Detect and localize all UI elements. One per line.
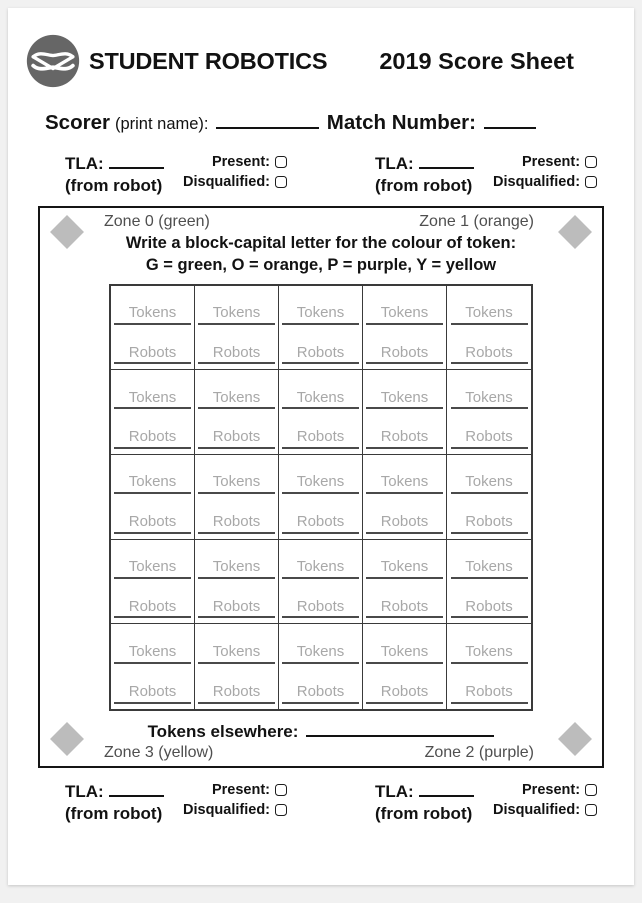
tokens-field[interactable]: Tokens <box>366 304 443 325</box>
disqualified-label: Disqualified: <box>493 174 581 190</box>
grid-cell-r2c3 <box>279 370 363 455</box>
arena-box <box>38 206 604 768</box>
tokens-field[interactable]: Tokens <box>451 389 528 410</box>
tla-main <box>65 780 167 824</box>
disqualified-label: Disqualified: <box>183 802 271 818</box>
tokens-field[interactable]: Tokens <box>114 643 191 664</box>
grid-cell-r2c4 <box>363 370 447 455</box>
present-checkbox[interactable] <box>585 156 597 168</box>
robots-field[interactable]: Robots <box>114 513 191 534</box>
robots-field[interactable]: Robots <box>114 344 191 365</box>
present-label: Present: <box>211 154 271 170</box>
disqualified-label: Disqualified: <box>183 174 271 190</box>
grid-cell-r5c2 <box>195 624 279 709</box>
robots-field[interactable]: Robots <box>282 344 359 365</box>
robots-field[interactable]: Robots <box>282 513 359 534</box>
grid-cell-r1c4 <box>363 286 447 371</box>
disqualified-checkbox[interactable] <box>585 804 597 816</box>
tokens-field[interactable]: Tokens <box>366 389 443 410</box>
present-checkbox[interactable] <box>275 156 287 168</box>
tokens-field[interactable]: Tokens <box>451 643 528 664</box>
tokens-elsewhere-field[interactable] <box>306 720 494 737</box>
present-label: Present: <box>522 154 581 170</box>
from-robot-label: (from robot) <box>375 176 473 195</box>
zone-1-label: Zone 1 (orange) <box>419 213 534 230</box>
tla-field[interactable] <box>419 152 474 169</box>
disqualified-checkbox[interactable] <box>275 804 287 816</box>
match-number-field[interactable] <box>484 113 536 129</box>
scorer-print-name-label: (print name): <box>114 115 209 133</box>
grid-cell-r5c3 <box>279 624 363 709</box>
tla-label: TLA: <box>65 782 104 801</box>
present-checkbox[interactable] <box>275 784 287 796</box>
grid-cell-r5c5 <box>447 624 531 709</box>
tla-block-top-right <box>375 152 597 196</box>
present-checkbox[interactable] <box>585 784 597 796</box>
robots-field[interactable]: Robots <box>282 428 359 449</box>
robots-field[interactable]: Robots <box>366 598 443 619</box>
tla-field[interactable] <box>109 152 164 169</box>
grid-cell-r3c5 <box>447 455 531 540</box>
from-robot-label: (from robot) <box>65 176 163 195</box>
tla-field[interactable] <box>109 780 164 797</box>
grid-cell-r3c2 <box>195 455 279 540</box>
robots-field[interactable]: Robots <box>451 598 528 619</box>
robots-field[interactable]: Robots <box>451 344 528 365</box>
tla-row-top <box>8 152 634 196</box>
grid-cell-r4c2 <box>195 540 279 625</box>
zone-row-top <box>40 213 602 231</box>
scorer-name-field[interactable] <box>216 113 319 129</box>
tla-block-bottom-left <box>65 780 287 824</box>
instruction-line-1: Write a block-capital letter for the colour of token: <box>125 234 517 252</box>
robots-field[interactable]: Robots <box>451 683 528 704</box>
presence-block <box>493 152 597 192</box>
presence-block <box>493 780 597 820</box>
zone-3-label: Zone 3 (yellow) <box>104 743 214 761</box>
disqualified-checkbox[interactable] <box>275 176 287 188</box>
robots-field[interactable]: Robots <box>114 683 191 704</box>
sheet-title: 2019 Score Sheet <box>379 47 574 74</box>
robots-field[interactable]: Robots <box>198 683 275 704</box>
tla-main <box>375 152 477 196</box>
tla-row-bottom <box>8 780 634 824</box>
grid-cell-r1c1 <box>111 286 195 371</box>
grid-cell-r1c5 <box>447 286 531 371</box>
robots-field[interactable]: Robots <box>366 513 443 534</box>
grid-cell-r1c2 <box>195 286 279 371</box>
grid-cell-r5c1 <box>111 624 195 709</box>
tokens-field[interactable]: Tokens <box>366 643 443 664</box>
brand-name: STUDENT ROBOTICS <box>89 47 328 74</box>
tla-main <box>375 780 477 824</box>
grid-cell-r3c3 <box>279 455 363 540</box>
robots-field[interactable]: Robots <box>366 683 443 704</box>
zone-2-label: Zone 2 (purple) <box>424 743 534 761</box>
scorer-row <box>45 111 536 135</box>
tokens-field[interactable]: Tokens <box>114 558 191 579</box>
tokens-elsewhere-label: Tokens elsewhere: <box>147 721 299 741</box>
tla-field[interactable] <box>419 780 474 797</box>
tokens-field[interactable]: Tokens <box>282 643 359 664</box>
tokens-elsewhere-row <box>40 720 602 742</box>
robots-field[interactable]: Robots <box>198 598 275 619</box>
tokens-field[interactable]: Tokens <box>114 473 191 494</box>
grid-cell-r2c1 <box>111 370 195 455</box>
grid-cell-r4c4 <box>363 540 447 625</box>
robots-field[interactable]: Robots <box>198 513 275 534</box>
tokens-field[interactable]: Tokens <box>198 389 275 410</box>
tokens-field[interactable]: Tokens <box>198 473 275 494</box>
token-instructions <box>40 233 602 277</box>
tla-label: TLA: <box>65 154 104 173</box>
robots-field[interactable]: Robots <box>198 344 275 365</box>
grid-cell-r3c4 <box>363 455 447 540</box>
tokens-field[interactable]: Tokens <box>451 558 528 579</box>
token-grid <box>109 284 533 711</box>
scorer-label: Scorer <box>45 111 110 134</box>
robots-field[interactable]: Robots <box>366 428 443 449</box>
tokens-field[interactable]: Tokens <box>198 304 275 325</box>
from-robot-label: (from robot) <box>375 804 473 823</box>
robots-field[interactable]: Robots <box>114 598 191 619</box>
grid-cell-r5c4 <box>363 624 447 709</box>
score-sheet-page <box>8 8 634 885</box>
zone-row-bottom <box>40 744 602 762</box>
instruction-line-2: G = green, O = orange, P = purple, Y = yellow <box>145 255 497 274</box>
tla-main <box>65 152 167 196</box>
tla-label: TLA: <box>375 154 414 173</box>
zone-0-label: Zone 0 (green) <box>104 213 210 230</box>
tokens-field[interactable]: Tokens <box>451 304 528 325</box>
tokens-field[interactable]: Tokens <box>451 473 528 494</box>
student-robotics-logo-icon <box>26 34 80 88</box>
grid-cell-r2c2 <box>195 370 279 455</box>
header <box>8 8 634 88</box>
robots-field[interactable]: Robots <box>282 683 359 704</box>
present-label: Present: <box>522 782 581 798</box>
robots-field[interactable]: Robots <box>366 344 443 365</box>
grid-cell-r2c5 <box>447 370 531 455</box>
robots-field[interactable]: Robots <box>198 428 275 449</box>
disqualified-checkbox[interactable] <box>585 176 597 188</box>
tokens-field[interactable]: Tokens <box>282 304 359 325</box>
grid-cell-r4c1 <box>111 540 195 625</box>
tokens-field[interactable]: Tokens <box>282 389 359 410</box>
robots-field[interactable]: Robots <box>114 428 191 449</box>
robots-field[interactable]: Robots <box>451 428 528 449</box>
robots-field[interactable]: Robots <box>451 513 528 534</box>
tokens-field[interactable]: Tokens <box>114 304 191 325</box>
grid-cell-r1c3 <box>279 286 363 371</box>
disqualified-label: Disqualified: <box>493 802 581 818</box>
grid-cell-r4c5 <box>447 540 531 625</box>
tokens-field[interactable]: Tokens <box>366 558 443 579</box>
match-number-label: Match Number: <box>326 111 476 134</box>
tokens-field[interactable]: Tokens <box>198 558 275 579</box>
grid-cell-r3c1 <box>111 455 195 540</box>
tla-block-top-left <box>65 152 287 196</box>
tokens-field[interactable]: Tokens <box>198 643 275 664</box>
tokens-field[interactable]: Tokens <box>366 473 443 494</box>
present-label: Present: <box>211 782 271 798</box>
tla-label: TLA: <box>375 782 414 801</box>
brand <box>26 34 327 88</box>
tokens-field[interactable]: Tokens <box>282 558 359 579</box>
presence-block <box>183 152 287 192</box>
robots-field[interactable]: Robots <box>282 598 359 619</box>
tokens-field[interactable]: Tokens <box>114 389 191 410</box>
tokens-field[interactable]: Tokens <box>282 473 359 494</box>
tla-block-bottom-right <box>375 780 597 824</box>
presence-block <box>183 780 287 820</box>
grid-cell-r4c3 <box>279 540 363 625</box>
from-robot-label: (from robot) <box>65 804 163 823</box>
